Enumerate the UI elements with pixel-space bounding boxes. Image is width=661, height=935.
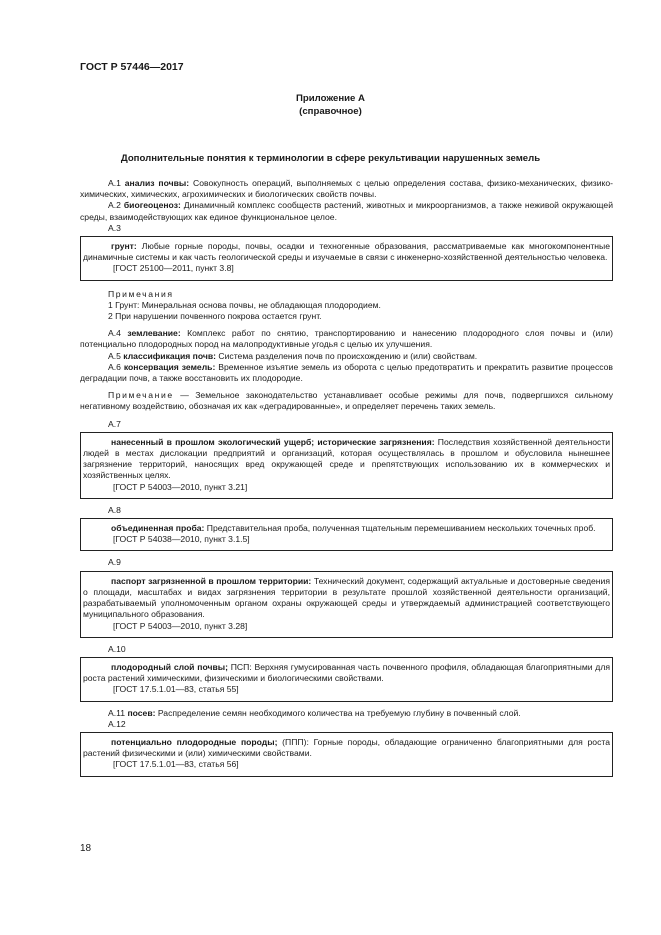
term-box-a10 <box>80 657 613 702</box>
note-a6 <box>80 390 613 412</box>
term-definition: Временное изъятие земель из оборота с целью предотвратить и прекратить развитие процессов деградации почв, а также восстановить их плодородие. <box>80 361 613 384</box>
term-definition: Система разделения почв по происхождению и (или) свойствам. <box>218 350 478 361</box>
term-definition: Последствия хозяйственной деятельности людей в местах дислокации предприятий и организаций, которая осуществлялась в прошлом и обусловила нынешнее загрязнение территорий, наносящих вред окружающей среде и препятствующих использованию их в коммерческих и хозяйственных целях. <box>83 436 611 481</box>
annex-title: Приложение А <box>296 93 365 104</box>
document-header: ГОСТ Р 57446—2017 <box>80 61 184 73</box>
term-a11 <box>80 708 613 719</box>
term-name: биогеоценоз: <box>123 200 181 211</box>
term-name: паспорт загрязненной в прошлом территории: <box>111 575 312 586</box>
term-number: А.12 <box>108 718 126 729</box>
term-name: нанесенный в прошлом экологический ущерб; исторические загрязнения: <box>111 436 435 447</box>
term-abbreviation: (ППП): <box>277 736 309 747</box>
term-number: А.11 <box>108 707 126 718</box>
page-number: 18 <box>80 843 92 854</box>
term-name: землевание: <box>127 328 181 339</box>
term-source-ref: [ГОСТ Р 54003—2010, пункт 3.21] <box>113 481 248 492</box>
note-text: — Земельное законодательство устанавливает особые режимы для почв, подвергшихся сильному негативному воздействию, обозначая их как «деградированные», и определяет перечень таких земель. <box>80 390 613 412</box>
term-box-a3 <box>80 236 613 281</box>
term-name: плодородный слой почвы; <box>111 661 228 672</box>
term-number: А.10 <box>108 643 126 654</box>
term-definition: Представительная проба, полученная тщательным перемешиванием нескольких точечных проб. <box>206 523 596 534</box>
term-a10 <box>83 662 610 684</box>
section-title: Дополнительные понятия к терминологии в сфере рекультивации нарушенных земель <box>120 153 541 164</box>
note-item: 2 При нарушении почвенного покрова остается грунт. <box>108 311 322 322</box>
term-a5 <box>80 351 613 362</box>
notes-heading: Примечания <box>108 288 174 299</box>
term-box-a12 <box>80 732 613 777</box>
term-name: грунт: <box>111 241 137 252</box>
term-a4 <box>80 328 613 350</box>
term-number: А.1 <box>108 178 121 188</box>
annex-heading <box>0 92 661 118</box>
term-name: консервация земель: <box>123 361 216 372</box>
term-a9 <box>83 576 610 621</box>
term-number: А.9 <box>108 557 121 568</box>
term-box-a8 <box>80 518 613 551</box>
term-number: А.8 <box>108 504 121 515</box>
note-item: 1 Грунт: Минеральная основа почвы, не обладающая плодородием. <box>108 299 381 310</box>
document-body <box>80 178 613 783</box>
term-definition: Любые горные породы, почвы, осадки и техногенные образования, рассматриваемые как многокомпонентные динамичные системы и как часть геологической среды и изучаемые в связи с инженерно-хозяйственной деятельностью человека. <box>83 241 610 263</box>
term-a7 <box>83 437 610 482</box>
term-source-ref: [ГОСТ 25100—2011, пункт 3.8] <box>113 263 234 274</box>
term-box-a7 <box>80 432 613 499</box>
term-name: объединенная проба: <box>111 523 205 534</box>
term-number: А.4 <box>108 328 121 339</box>
term-source-ref: [ГОСТ Р 54003—2010, пункт 3.28] <box>113 620 248 631</box>
term-name: классификация почв: <box>123 350 216 361</box>
term-definition: Распределение семян необходимого количества на требуемую глубину в почвенный слой. <box>157 707 521 718</box>
term-source-ref: [ГОСТ 17.5.1.01—83, статья 56] <box>113 759 239 770</box>
annex-subtitle: (справочное) <box>299 106 362 117</box>
term-number: А.6 <box>108 361 121 372</box>
term-number: А.7 <box>108 418 121 429</box>
term-number: А.2 <box>108 200 121 211</box>
term-definition: Совокупность операций, выполняемых с целью определения состава, физико-механических, физико-химических, химических, агрохимических и биологических свойств почвы. <box>80 178 614 200</box>
term-definition: Комплекс работ по снятию, транспортированию и нанесению плодородного слоя почвы и (или) потенциально плодородных пород на малопродуктивные угодья с целью их улучшения. <box>80 328 613 350</box>
term-name: потенциально плодородные породы; <box>111 736 278 747</box>
term-source-ref: [ГОСТ 17.5.1.01—83, статья 55] <box>113 684 239 695</box>
term-name: посев: <box>127 707 156 718</box>
term-a12 <box>83 737 610 759</box>
term-source-ref: [ГОСТ Р 54038—2010, пункт 3.1.5] <box>113 534 250 545</box>
term-abbreviation: ПСП: <box>227 661 252 672</box>
term-a2 <box>80 200 613 222</box>
term-a8 <box>83 523 610 534</box>
term-box-a9 <box>80 571 613 638</box>
term-a3 <box>83 241 610 263</box>
term-definition: Технический документ, содержащий актуальные и достоверные сведения о площади, масштабах и видах загрязнения территории в результате прошлой хозяйственной деятельности организаций, разрабатываемый уполномоченным органом охраны окружающей среды и утверждаемый администрацией соответствующего муниципального образования. <box>83 575 610 620</box>
term-a1 <box>80 178 613 200</box>
term-a6 <box>80 362 613 384</box>
term-definition: Динамичный комплекс сообществ растений, животных и микроорганизмов, а также неживой окружающей среды, взаимодействующих как единое функциональное целое. <box>80 200 613 222</box>
term-number: А.3 <box>108 222 121 233</box>
term-definition: Горные породы, обладающие ограниченно благоприятными для роста растений физическими и (или) химическими свойствами. <box>83 736 610 759</box>
term-number: А.5 <box>108 350 121 361</box>
term-name: анализ почвы: <box>124 178 190 188</box>
note-heading: Примечание <box>108 390 174 401</box>
term-definition: Верхняя гумусированная часть почвенного профиля, обладающая благоприятными для роста растений химическими, физическими и биологическими свойствами. <box>83 661 610 684</box>
